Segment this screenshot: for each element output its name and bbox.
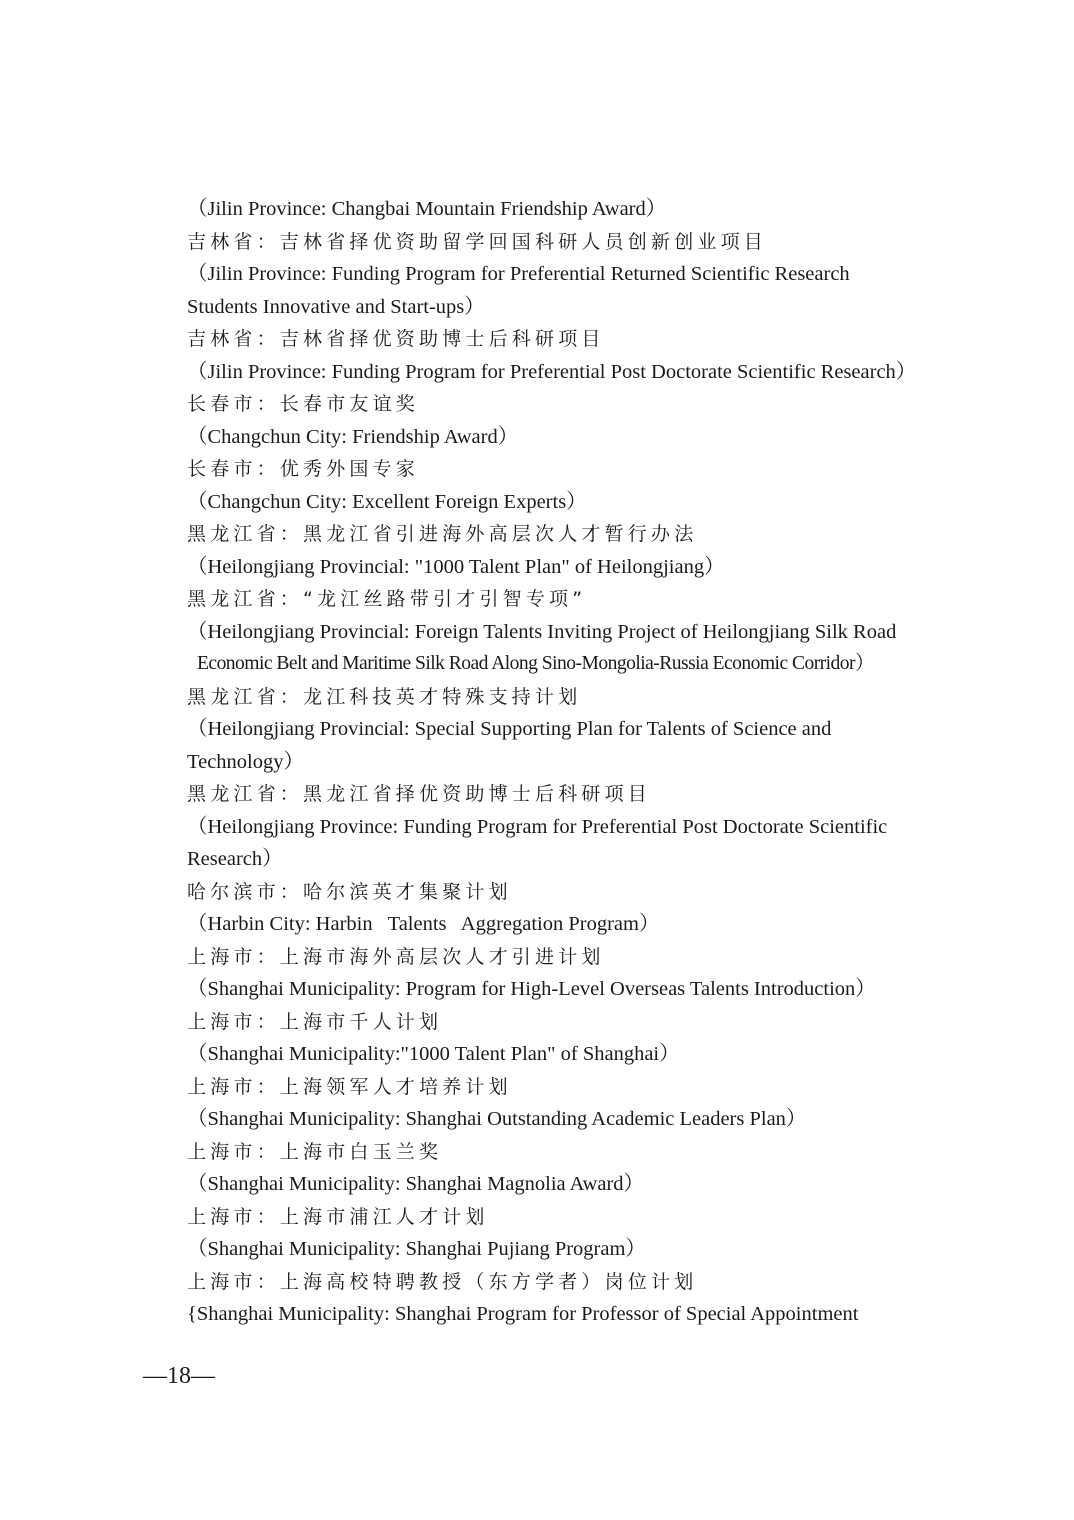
text-line: （Heilongjiang Provincial: "1000 Talent Plan" of Heilongjiang） [187,555,725,578]
page-number: —18— [143,1363,215,1389]
text-line: （Changchun City: Excellent Foreign Experts） [187,490,587,513]
text-line: 长春市：优秀外国专家 [187,458,420,480]
text-line: 哈尔滨市：哈尔滨英才集聚计划 [187,880,512,903]
text-line: 吉林省：吉林省择优资助留学回国科研人员创新创业项目 [187,230,768,253]
document-body [187,193,967,1331]
text-line: 上海市：上海高校特聘教授（东方学者）岗位计划 [187,1270,698,1293]
text-line: 上海市：上海市浦江人才计划 [187,1205,489,1228]
text-line: （Heilongjiang Provincial: Special Supporting Plan for Talents of Science and [187,718,832,740]
text-line: 黑龙江省：龙江科技英才特殊支持计划 [187,685,582,708]
text-line: （Harbin City: Harbin Talents Aggregation Program） [187,913,660,935]
text-line: 黑龙江省：黑龙江省引进海外高层次人才暂行办法 [187,523,698,545]
text-line: （Shanghai Municipality:"1000 Talent Plan" of Shanghai） [187,1043,680,1065]
text-line: Technology） [187,750,304,773]
text-line: 上海市：上海市海外高层次人才引进计划 [187,945,605,968]
text-line: （Shanghai Municipality: Shanghai Pujiang Program） [187,1238,646,1260]
text-line: 长春市：长春市友谊奖 [187,393,420,415]
text-line: 黑龙江省：黑龙江省择优资助博士后科研项目 [187,783,652,805]
text-line: （Changchun City: Friendship Award） [187,425,519,448]
text-line: 黑龙江省：“龙江丝路带引才引智专项” [187,588,587,610]
text-line: （Jilin Province: Funding Program for Preferential Returned Scientific Research [187,263,850,285]
text-line: 上海市：上海领军人才培养计划 [187,1075,512,1098]
text-line: Research） [187,848,283,870]
text-line: 上海市：上海市千人计划 [187,1010,443,1033]
text-line: （Shanghai Municipality: Shanghai Magnolia Award） [187,1173,645,1195]
text-line: Economic Belt and Maritime Silk Road Along Sino-Mongolia-Russia Economic Corridor） [197,653,875,674]
text-line: （Shanghai Municipality: Program for High-Level Overseas Talents Introduction） [187,978,876,1000]
text-line: （Jilin Province: Funding Program for Preferential Post Doctorate Scientific Research） [187,360,917,383]
text-line: （Heilongjiang Provincial: Foreign Talents Inviting Project of Heilongjiang Silk Road [187,620,897,643]
text-line: 上海市：上海市白玉兰奖 [187,1140,443,1163]
text-line: （Shanghai Municipality: Shanghai Outstanding Academic Leaders Plan） [187,1108,807,1130]
text-line: （Heilongjiang Province: Funding Program for Preferential Post Doctorate Scientific [187,815,888,838]
text-line: 吉林省：吉林省择优资助博士后科研项目 [187,328,605,350]
text-line: {Shanghai Municipality: Shanghai Program for Professor of Special Appointment [187,1303,859,1325]
text-line: （Jilin Province: Changbai Mountain Friendship Award） [187,198,667,220]
text-line: Students Innovative and Start-ups） [187,295,485,318]
